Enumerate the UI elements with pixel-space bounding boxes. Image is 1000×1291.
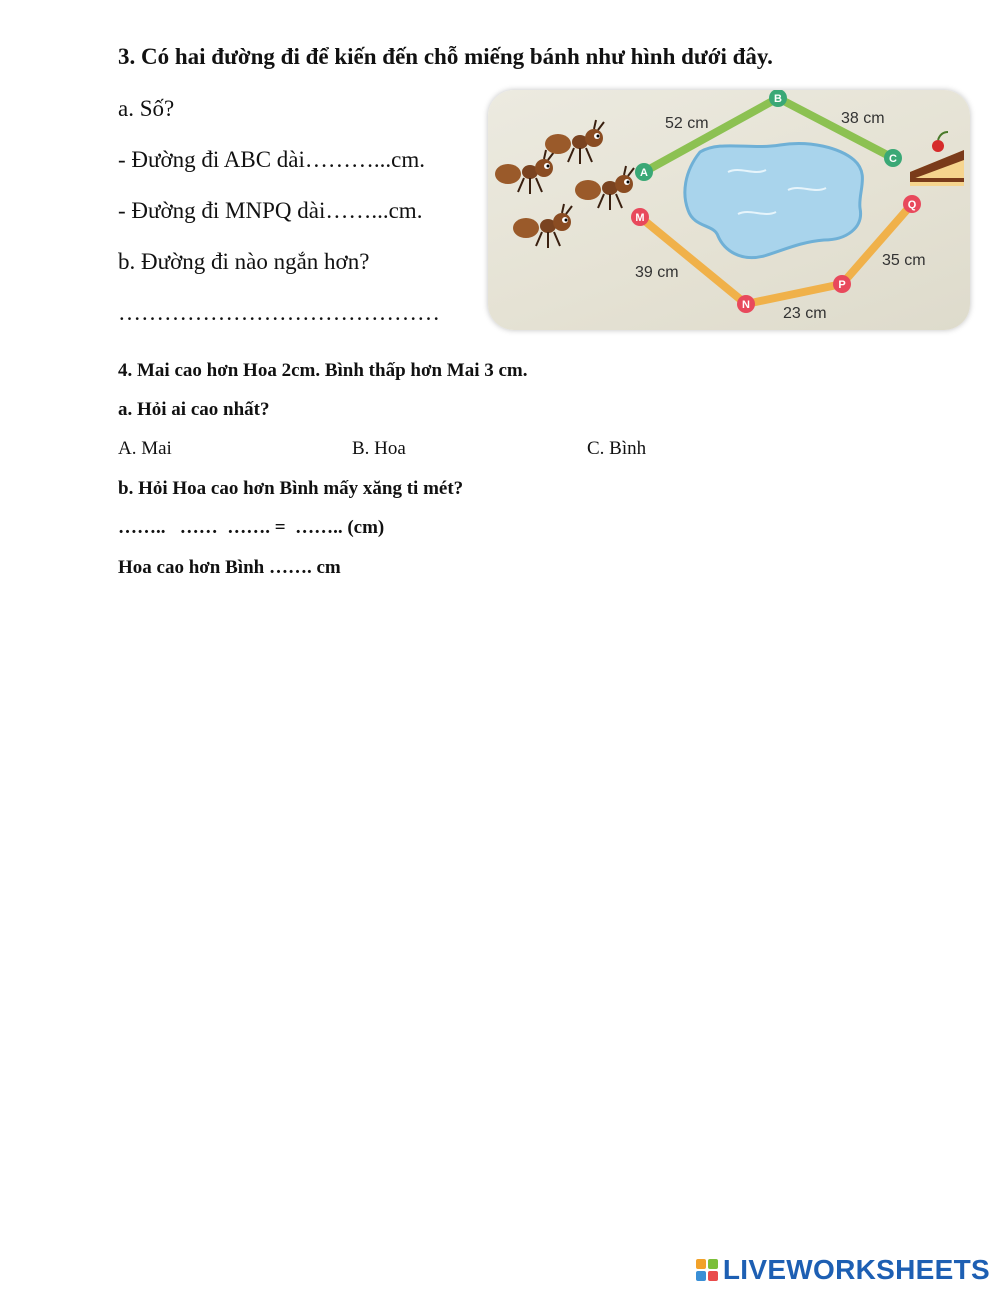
label-pq: 35 cm xyxy=(882,252,926,269)
node-q xyxy=(903,195,921,213)
label-np: 23 cm xyxy=(783,305,827,322)
label-ab: 52 cm xyxy=(665,115,709,132)
svg-text:B: B xyxy=(774,93,782,105)
node-c xyxy=(884,149,902,167)
q4-option-a: A. Mai xyxy=(118,438,172,459)
node-p xyxy=(833,275,851,293)
svg-text:M: M xyxy=(635,212,645,224)
path-diagram xyxy=(488,90,970,330)
q3-part-a-label: a. Số? xyxy=(118,96,175,121)
svg-text:A: A xyxy=(640,167,648,179)
liveworksheets-logo xyxy=(696,1254,990,1286)
q3-abc-length-line: - Đường đi ABC dài………...cm. xyxy=(118,147,426,172)
svg-text:C: C xyxy=(889,153,897,165)
node-a xyxy=(635,163,653,181)
label-bc: 38 cm xyxy=(841,110,885,127)
logo-mark-icon xyxy=(696,1259,718,1281)
ant-icon xyxy=(575,166,634,210)
svg-text:P: P xyxy=(838,279,846,291)
q4-part-b-label: b. Hỏi Hoa cao hơn Bình mấy xăng ti mét? xyxy=(118,478,464,499)
q3-answer-line: …………………………………… xyxy=(118,300,440,325)
node-m xyxy=(631,208,649,226)
lake xyxy=(685,143,863,257)
q4-calculation-line: …….. …… ……. = …….. (cm) xyxy=(118,517,385,538)
node-n xyxy=(737,295,755,313)
question-4-title: 4. Mai cao hơn Hoa 2cm. Bình thấp hơn Mai 3 cm. xyxy=(118,360,528,381)
question-3-title: 3. Có hai đường đi để kiến đến chỗ miếng bánh như hình dưới đây. xyxy=(118,44,773,69)
logo-text: LIVEWORKSHEETS xyxy=(722,1254,990,1285)
ant-path-figure xyxy=(488,90,970,330)
ant-icon xyxy=(545,120,604,164)
q4-part-a-label: a. Hỏi ai cao nhất? xyxy=(118,399,270,420)
q3-mnpq-length-line: - Đường đi MNPQ dài……...cm. xyxy=(118,198,423,223)
ant-icon xyxy=(513,204,572,248)
ant-icon xyxy=(495,150,554,194)
label-mn: 39 cm xyxy=(635,264,679,281)
q4-conclusion-line: Hoa cao hơn Bình ……. cm xyxy=(118,557,341,578)
q4-option-c: C. Bình xyxy=(587,438,647,459)
svg-text:Q: Q xyxy=(907,199,917,211)
svg-text:N: N xyxy=(742,299,750,311)
cake-icon xyxy=(910,132,964,186)
q4-option-b: B. Hoa xyxy=(352,438,406,459)
q3-part-b-label: b. Đường đi nào ngắn hơn? xyxy=(118,249,370,274)
